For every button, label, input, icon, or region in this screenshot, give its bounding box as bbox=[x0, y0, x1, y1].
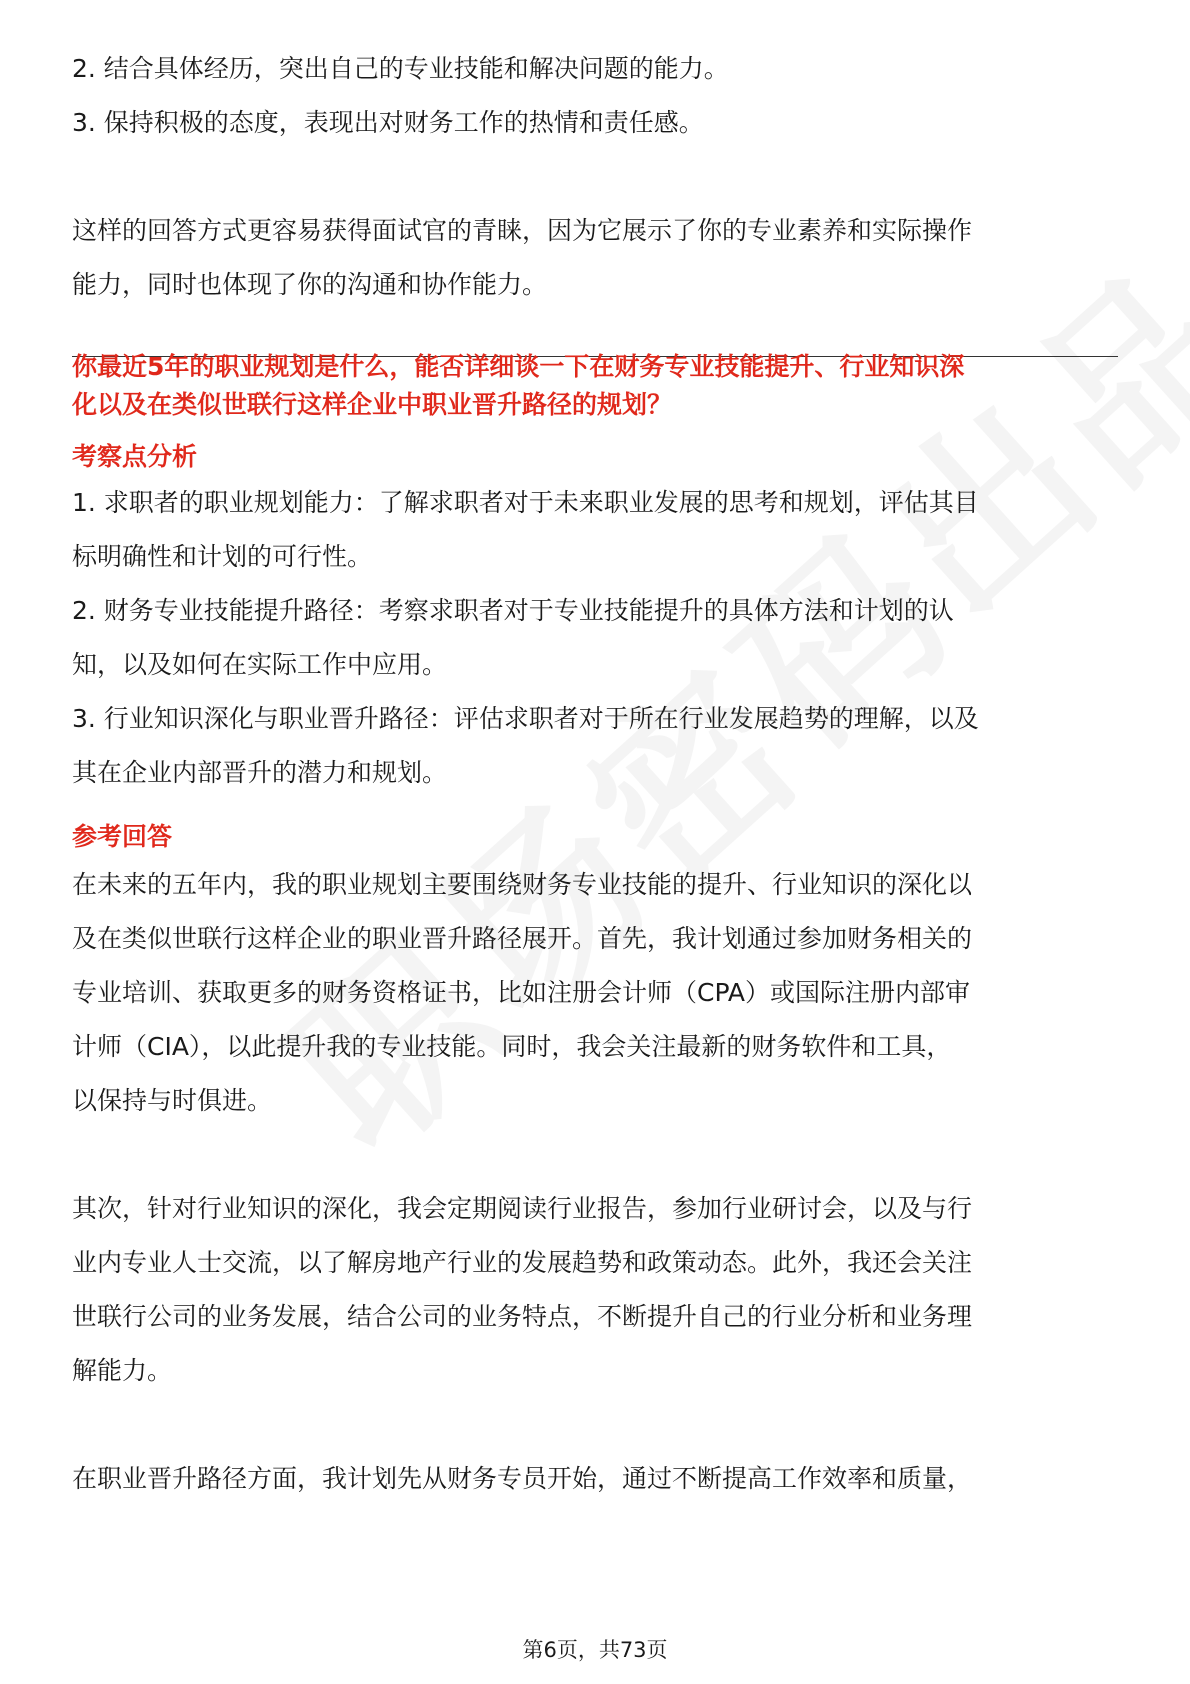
answer-line: 在未来的五年内，我的职业规划主要围绕财务专业技能的提升、行业知识的深化以 bbox=[72, 870, 973, 899]
answer-line: 其次，针对行业知识的深化，我会定期阅读行业报告，参加行业研讨会，以及与行 bbox=[72, 1194, 973, 1223]
analysis-line: 1. 求职者的职业规划能力：了解求职者对于未来职业发展的思考和规划，评估其目 bbox=[72, 488, 979, 517]
answer-line: 计师（CIA），以此提升我的专业技能。同时，我会关注最新的财务软件和工具， bbox=[72, 1032, 952, 1061]
answer-line: 业内专业人士交流，以了解房地产行业的发展趋势和政策动态。此外，我还会关注 bbox=[72, 1248, 973, 1277]
analysis-line: 标明确性和计划的可行性。 bbox=[72, 542, 373, 571]
list-item: 2. 结合具体经历，突出自己的专业技能和解决问题的能力。 bbox=[72, 54, 729, 83]
answer-line: 世联行公司的业务发展，结合公司的业务特点，不断提升自己的行业分析和业务理 bbox=[72, 1302, 973, 1331]
analysis-heading: 考察点分析 bbox=[72, 442, 198, 471]
document-page bbox=[72, 0, 1118, 1684]
answer-line: 以保持与时俱进。 bbox=[72, 1086, 273, 1115]
question-line: 化以及在类似世联行这样企业中职业晋升路径的规划？ bbox=[72, 390, 673, 419]
page-footer: 第6页，共73页 bbox=[522, 1638, 668, 1662]
answer-line: 专业培训、获取更多的财务资格证书，比如注册会计师（CPA）或国际注册内部审 bbox=[72, 978, 971, 1007]
analysis-line: 2. 财务专业技能提升路径：考察求职者对于专业技能提升的具体方法和计划的认 bbox=[72, 596, 954, 625]
analysis-line: 3. 行业知识深化与职业晋升路径：评估求职者对于所在行业发展趋势的理解，以及 bbox=[72, 704, 979, 733]
analysis-line: 其在企业内部晋升的潜力和规划。 bbox=[72, 758, 448, 787]
analysis-line: 知，以及如何在实际工作中应用。 bbox=[72, 650, 448, 679]
list-item: 3. 保持积极的态度，表现出对财务工作的热情和责任感。 bbox=[72, 108, 704, 137]
summary-line: 能力，同时也体现了你的沟通和协作能力。 bbox=[72, 270, 548, 299]
answer-line: 及在类似世联行这样企业的职业晋升路径展开。首先，我计划通过参加财务相关的 bbox=[72, 924, 973, 953]
answer-heading: 参考回答 bbox=[72, 822, 173, 851]
question-line: 你最近5年的职业规划是什么，能否详细谈一下在财务专业技能提升、行业知识深 bbox=[72, 352, 965, 381]
answer-line: 解能力。 bbox=[72, 1356, 173, 1385]
answer-line: 在职业晋升路径方面，我计划先从财务专员开始，通过不断提高工作效率和质量， bbox=[72, 1464, 973, 1493]
summary-line: 这样的回答方式更容易获得面试官的青睐，因为它展示了你的专业素养和实际操作 bbox=[72, 216, 973, 245]
